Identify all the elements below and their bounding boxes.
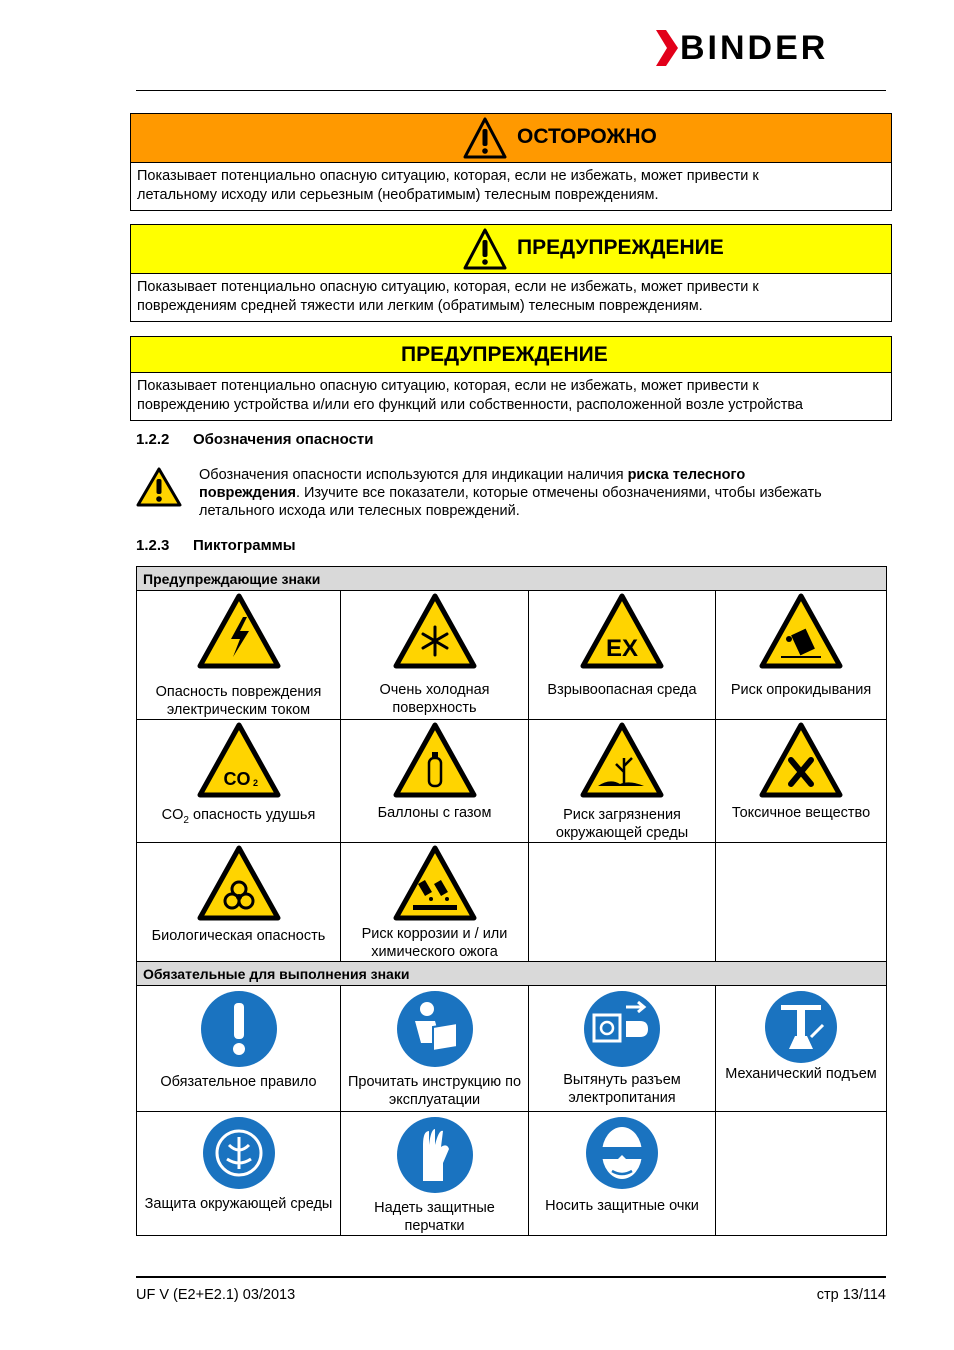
- sign-label: Механический подъем: [725, 1066, 877, 1082]
- section-number: 1.2.2: [136, 431, 170, 448]
- sign-label: Прочитать инструкцию по эксплуатации: [347, 1074, 522, 1108]
- sign-label: Носить защитные очки: [545, 1198, 699, 1214]
- sign-label: Биологическая опасность: [151, 928, 326, 944]
- sign-general-mandatory-cell: [137, 986, 341, 1112]
- gas-cylinder-icon: [393, 722, 477, 798]
- sign-gloves-cell: [341, 1112, 529, 1236]
- sign-cold-cell: [341, 591, 529, 720]
- hazard-text-part: Обозначения опасности используются для индикации наличия: [199, 467, 628, 483]
- table-row: [137, 843, 887, 962]
- sign-tipping-cell: [716, 591, 887, 720]
- sign-label: Опасность повреждения электрическим током: [155, 684, 322, 718]
- section-title: Обозначения опасности: [193, 431, 374, 448]
- logo-chevron-icon: [656, 28, 678, 68]
- caution-box: [130, 113, 892, 211]
- sign-label: Риск загрязнения окружающей среды: [555, 807, 689, 841]
- ex-icon-text: EX: [605, 635, 639, 662]
- caution-title: ОСТОРОЖНО: [517, 125, 657, 148]
- hazard-symbol-icon: [136, 467, 182, 507]
- mechanical-lift-icon: [763, 989, 839, 1065]
- sign-label: Токсичное вещество: [731, 805, 871, 821]
- sign-environment-cell: [529, 720, 716, 843]
- unplug-icon: [582, 989, 662, 1069]
- safety-goggles-icon: [584, 1115, 660, 1191]
- sign-mechanical-lift-cell: [716, 986, 887, 1112]
- empty-cell: [716, 1112, 887, 1236]
- notice-text: [131, 373, 891, 420]
- hazard-description: [199, 466, 839, 520]
- footer-page-number: стр 13/114: [816, 1287, 886, 1303]
- section-title: Пиктограммы: [193, 537, 296, 554]
- warning-box-header: [131, 225, 891, 274]
- sign-label: Риск опрокидывания: [730, 682, 872, 698]
- hazard-text-part: . Изучите все показатели, которые отмечены обозначениями, чтобы избежать летального исхода или телесных повреждений.: [199, 485, 822, 519]
- warning-signs-header: Предупреждающие знаки: [137, 567, 887, 591]
- sign-label: Баллоны с газом: [377, 805, 492, 821]
- sign-label: [139, 806, 338, 830]
- warning-triangle-icon: [463, 117, 507, 159]
- caution-text-line: Показывает потенциально опасную ситуацию, которая, если не избежать, может привести к: [137, 168, 759, 184]
- header-divider: [136, 90, 886, 91]
- co2-label-text: опасность удушья: [193, 807, 316, 823]
- table-row: [137, 591, 887, 720]
- sign-read-manual-cell: [341, 986, 529, 1112]
- caution-text-line: летальному исходу или серьезным (необратимым) телесным повреждениям.: [137, 187, 659, 203]
- binder-logo: [656, 28, 888, 68]
- corrosive-icon: [393, 845, 477, 921]
- sign-label: Надеть защитные перчатки: [374, 1200, 495, 1234]
- sign-biohazard-cell: [137, 843, 341, 962]
- co2-label: CO: [161, 807, 184, 823]
- warning-box: [130, 224, 892, 322]
- cold-surface-icon: [393, 593, 477, 669]
- sign-co2-cell: [137, 720, 341, 843]
- empty-cell: [716, 843, 887, 962]
- footer-divider: [136, 1276, 886, 1278]
- sign-label: Вытянуть разъем электропитания: [563, 1072, 681, 1106]
- sign-environment-protection-cell: [137, 1112, 341, 1236]
- empty-cell: [529, 843, 716, 962]
- sign-label: Взрывоопасная среда: [547, 682, 697, 698]
- protective-gloves-icon: [395, 1115, 475, 1195]
- section-heading-1-2-2: [136, 431, 373, 448]
- notice-text-line: повреждению устройства и/или его функций или собственности, расположенной возле устройства: [137, 397, 803, 413]
- sign-label: Защита окружающей среды: [144, 1196, 333, 1212]
- warning-text: [131, 274, 891, 321]
- sign-label: Очень холодная поверхность: [379, 682, 490, 716]
- sign-toxic-cell: [716, 720, 887, 843]
- co2-subscript: 2: [183, 814, 189, 826]
- caution-box-header: [131, 114, 891, 163]
- read-manual-icon: [395, 989, 475, 1069]
- logo-text: BINDER: [680, 29, 829, 67]
- sign-explosive-cell: [529, 591, 716, 720]
- notice-box: [130, 336, 892, 421]
- sign-corrosion-cell: [341, 843, 529, 962]
- notice-text-line: Показывает потенциально опасную ситуацию, которая, если не избежать, может привести к: [137, 378, 759, 394]
- sign-goggles-cell: [529, 1112, 716, 1236]
- sign-gas-cylinder-cell: [341, 720, 529, 843]
- biohazard-icon: [197, 845, 281, 921]
- section-number: 1.2.3: [136, 537, 170, 554]
- mandatory-signs-header: Обязательные для выполнения знаки: [137, 962, 887, 986]
- exclamation-mandatory-icon: [199, 989, 279, 1069]
- footer-doc-id: UF V (E2+E2.1) 03/2013: [136, 1287, 296, 1303]
- toxic-substance-icon: [759, 722, 843, 798]
- pictogram-table: [136, 566, 887, 1236]
- hazard-text-bold: риска телесного повреждения: [199, 467, 746, 501]
- sign-electric-cell: [137, 591, 341, 720]
- warning-text-line: Показывает потенциально опасную ситуацию, которая, если не избежать, может привести к: [137, 279, 759, 295]
- explosive-atmosphere-icon: [580, 593, 664, 669]
- sign-unplug-cell: [529, 986, 716, 1112]
- warning-triangle-icon: [463, 228, 507, 270]
- sign-label: Риск коррозии и / или химического ожога: [361, 926, 508, 960]
- warning-title: ПРЕДУПРЕЖДЕНИЕ: [517, 236, 724, 259]
- sign-label: Обязательное правило: [160, 1074, 317, 1090]
- co2-icon-subscript: 2: [252, 778, 258, 788]
- electric-hazard-icon: [197, 593, 281, 669]
- section-heading-1-2-3: [136, 537, 296, 554]
- table-row: [137, 1112, 887, 1236]
- caution-text: [131, 163, 891, 210]
- table-row: [137, 986, 887, 1112]
- table-row: [137, 720, 887, 843]
- tipping-over-icon: [759, 593, 843, 669]
- notice-title: ПРЕДУПРЕЖДЕНИЕ: [401, 343, 608, 366]
- warning-text-line: повреждениям средней тяжести или легким (обратимым) телесным повреждениям.: [137, 298, 703, 314]
- co2-icon-text: CO: [223, 769, 250, 789]
- co2-asphyxiation-icon: [197, 722, 281, 798]
- notice-box-header: [131, 337, 891, 373]
- environment-protection-icon: [201, 1115, 277, 1191]
- environmental-hazard-icon: [580, 722, 664, 798]
